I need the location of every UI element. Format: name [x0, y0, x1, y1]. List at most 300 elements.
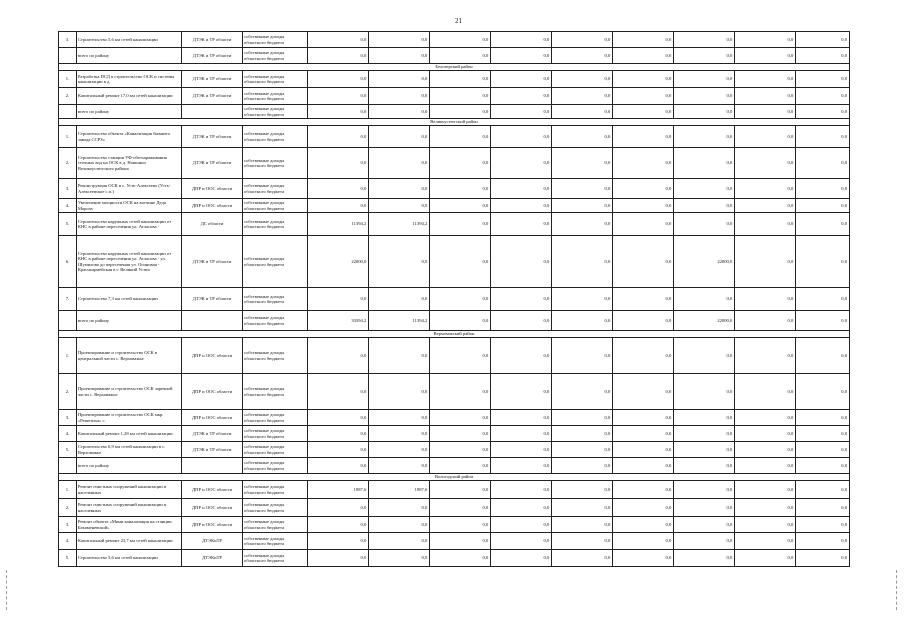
funding-source: собственные доходы областного бюджета: [243, 338, 308, 374]
funding-value: 0,0: [552, 410, 613, 426]
funding-value: 0,0: [369, 105, 430, 119]
row-index: 3.: [59, 32, 77, 48]
row-index: [59, 48, 77, 64]
measure-name: Капитальный ремонт 1,28 км сетей канализации: [76, 426, 181, 442]
funding-value: 0,0: [430, 533, 491, 550]
funding-value: 0,0: [674, 126, 735, 148]
funding-value: 0,0: [430, 32, 491, 48]
table-row: [59, 179, 850, 199]
table-row: [59, 236, 850, 288]
table-row: [59, 88, 850, 105]
funding-value: 0,0: [491, 410, 552, 426]
funding-value: 0,0: [552, 213, 613, 236]
funding-value: 0,0: [552, 32, 613, 48]
measure-name: Строительство 6,9 км сетей канализации в с. Верховажье: [76, 442, 181, 458]
row-index: 1.: [59, 481, 77, 499]
funding-value: 0,0: [430, 288, 491, 311]
row-index: 4.: [59, 426, 77, 442]
funding-value: 0,0: [491, 179, 552, 199]
funding-value: 0,0: [735, 179, 796, 199]
funding-value: 0,0: [735, 533, 796, 550]
funding-value: 0,0: [735, 458, 796, 474]
responsible-executor: ДТЭК и ТР области: [182, 71, 243, 88]
table-row: [59, 338, 850, 374]
row-index: [59, 458, 77, 474]
table-row: [59, 426, 850, 442]
section-header-row: [59, 331, 850, 338]
funding-value: 0,0: [796, 338, 850, 374]
measure-name: всего по району: [76, 48, 181, 64]
responsible-executor: ДТЭК и ТР области: [182, 236, 243, 288]
row-index: 1.: [59, 338, 77, 374]
funding-value: 0,0: [613, 426, 674, 442]
responsible-executor: ДТЭК и ТР области: [182, 88, 243, 105]
funding-source: собственные доходы областного бюджета: [243, 71, 308, 88]
funding-value: 0,0: [308, 410, 369, 426]
funding-value: 0,0: [491, 288, 552, 311]
responsible-executor: [182, 105, 243, 119]
funding-value: 0,0: [735, 517, 796, 533]
funding-value: 0,0: [430, 410, 491, 426]
funding-value: 0,0: [674, 550, 735, 567]
measure-name: Строительство 5,6 км сетей канализации: [76, 32, 181, 48]
funding-value: 0,0: [613, 199, 674, 213]
funding-value: 0,0: [674, 88, 735, 105]
funding-value: 0,0: [430, 442, 491, 458]
funding-value: 0,0: [735, 88, 796, 105]
funding-source: собственные доходы областного бюджета: [243, 48, 308, 64]
funding-value: 0,0: [735, 311, 796, 331]
scan-edge-mark: [6, 570, 9, 610]
responsible-executor: [182, 458, 243, 474]
funding-value: 0,0: [430, 517, 491, 533]
funding-value: 0,0: [491, 199, 552, 213]
table-row: [59, 71, 850, 88]
funding-value: 0,0: [369, 88, 430, 105]
funding-value: 0,0: [674, 442, 735, 458]
funding-value: 0,0: [308, 499, 369, 517]
funding-value: 0,0: [796, 148, 850, 179]
measure-name: Капитальный ремонт 23,7 км сетей канализации: [76, 533, 181, 550]
funding-value: 0,0: [674, 338, 735, 374]
funding-value: 0,0: [796, 442, 850, 458]
funding-value: 0,0: [796, 236, 850, 288]
row-index: 3.: [59, 179, 77, 199]
funding-value: 0,0: [796, 410, 850, 426]
district-name: Верховажский район: [59, 331, 850, 338]
row-index: 2.: [59, 88, 77, 105]
scan-edge-mark: [896, 570, 899, 610]
funding-value: 0,0: [491, 550, 552, 567]
funding-value: 0,0: [430, 105, 491, 119]
funding-value: 0,0: [308, 374, 369, 410]
funding-value: 0,0: [796, 71, 850, 88]
funding-value: 0,0: [735, 426, 796, 442]
funding-value: 0,0: [430, 126, 491, 148]
row-index: 5.: [59, 550, 77, 567]
funding-value: 0,0: [491, 499, 552, 517]
funding-value: 0,0: [552, 533, 613, 550]
funding-value: 0,0: [308, 288, 369, 311]
funding-source: собственные доходы областного бюджета: [243, 426, 308, 442]
funding-value: 0,0: [491, 88, 552, 105]
table-row: [59, 126, 850, 148]
funding-value: 0,0: [308, 126, 369, 148]
funding-value: 0,0: [308, 148, 369, 179]
measure-name: Ремонт объекта «Мини канализация на станции Бекаменевской»: [76, 517, 181, 533]
measure-name: Разработка ПСД в строительство ОСК и системы канализации в д.: [76, 71, 181, 88]
funding-value: 0,0: [552, 148, 613, 179]
funding-value: 0,0: [613, 213, 674, 236]
funding-source: собственные доходы областного бюджета: [243, 311, 308, 331]
measure-name: Строительство наружных сетей канализации от КНС в районе пересечения ул. Атласова - ул. Шумилова до пересечения ул. Осиновая - Красноармейская в г. Великий Устюг: [76, 236, 181, 288]
responsible-executor: ДПР и ООС области: [182, 481, 243, 499]
funding-value: 0,0: [613, 288, 674, 311]
funding-value: 0,0: [674, 105, 735, 119]
funding-value: 0,0: [369, 550, 430, 567]
funding-value: 0,0: [369, 442, 430, 458]
row-index: 1.: [59, 126, 77, 148]
funding-value: 0,0: [613, 105, 674, 119]
funding-value: 0,0: [674, 32, 735, 48]
funding-source: собственные доходы областного бюджета: [243, 458, 308, 474]
funding-value: 0,0: [552, 71, 613, 88]
funding-value: 0,0: [552, 88, 613, 105]
funding-value: 0,0: [674, 374, 735, 410]
funding-value: 0,0: [369, 148, 430, 179]
row-index: 4.: [59, 199, 77, 213]
row-index: [59, 105, 77, 119]
funding-source: собственные доходы областного бюджета: [243, 550, 308, 567]
funding-value: 0,0: [552, 236, 613, 288]
table-row: [59, 32, 850, 48]
funding-value: 0,0: [430, 499, 491, 517]
section-header-row: [59, 64, 850, 71]
funding-value: 0,0: [430, 48, 491, 64]
funding-value: 0,0: [735, 71, 796, 88]
funding-value: 0,0: [430, 199, 491, 213]
funding-value: 0,0: [491, 71, 552, 88]
funding-value: 0,0: [674, 48, 735, 64]
funding-value: 0,0: [796, 499, 850, 517]
measure-name: Строительство станции УФ-обеззараживания сточных вод на ОСК в д. Новшино Великоустюгского района: [76, 148, 181, 179]
funding-value: 0,0: [735, 374, 796, 410]
funding-value: 33394,2: [308, 311, 369, 331]
funding-value: 22000,0: [674, 236, 735, 288]
funding-value: 0,0: [735, 213, 796, 236]
table-row: [59, 105, 850, 119]
funding-source: собственные доходы областного бюджета: [243, 88, 308, 105]
funding-value: 0,0: [552, 442, 613, 458]
funding-value: 0,0: [552, 48, 613, 64]
funding-source: собственные доходы областного бюджета: [243, 288, 308, 311]
funding-value: 0,0: [491, 126, 552, 148]
table-row: [59, 442, 850, 458]
table-row: [59, 288, 850, 311]
funding-value: 0,0: [735, 338, 796, 374]
funding-value: 0,0: [369, 533, 430, 550]
funding-value: 0,0: [491, 426, 552, 442]
funding-value: 0,0: [674, 71, 735, 88]
funding-value: 1987,6: [308, 481, 369, 499]
funding-value: 0,0: [430, 88, 491, 105]
funding-value: 0,0: [735, 199, 796, 213]
funding-value: 0,0: [552, 426, 613, 442]
measure-name: Строительство наружных сетей канализации от КНС в районе пересечения ул. Атласова -: [76, 213, 181, 236]
funding-value: 0,0: [369, 338, 430, 374]
funding-value: 0,0: [491, 213, 552, 236]
funding-value: 0,0: [796, 517, 850, 533]
funding-source: собственные доходы областного бюджета: [243, 148, 308, 179]
section-header-row: [59, 119, 850, 126]
funding-value: 22000,0: [308, 236, 369, 288]
responsible-executor: ДПР и ООС области: [182, 199, 243, 213]
funding-value: 0,0: [674, 517, 735, 533]
responsible-executor: ДПР и ООС области: [182, 499, 243, 517]
table-row: [59, 517, 850, 533]
row-index: 4.: [59, 533, 77, 550]
funding-source: собственные доходы областного бюджета: [243, 213, 308, 236]
funding-value: 0,0: [369, 199, 430, 213]
table-row: [59, 374, 850, 410]
funding-value: 0,0: [308, 32, 369, 48]
funding-value: 0,0: [369, 71, 430, 88]
funding-value: 0,0: [613, 442, 674, 458]
row-index: 7.: [59, 288, 77, 311]
funding-value: 0,0: [674, 213, 735, 236]
funding-value: 0,0: [735, 126, 796, 148]
funding-value: 0,0: [796, 199, 850, 213]
measure-name: Строительство объекта «Канализация бывшего завода ССРЗ»: [76, 126, 181, 148]
funding-value: 0,0: [308, 550, 369, 567]
measure-name: Строительство 3,6 км сетей канализации: [76, 550, 181, 567]
funding-value: 0,0: [308, 88, 369, 105]
funding-value: 0,0: [491, 236, 552, 288]
funding-value: 0,0: [674, 288, 735, 311]
funding-value: 0,0: [308, 48, 369, 64]
funding-value: 0,0: [552, 179, 613, 199]
funding-value: 0,0: [369, 374, 430, 410]
funding-source: собственные доходы областного бюджета: [243, 374, 308, 410]
funding-value: 0,0: [674, 458, 735, 474]
measure-name: всего по району: [76, 311, 181, 331]
funding-value: 0,0: [308, 442, 369, 458]
section-header-row: [59, 474, 850, 481]
funding-value: 0,0: [613, 148, 674, 179]
measure-name: Проектирование и строительство ОСК в центральной части с. Верховажье: [76, 338, 181, 374]
funding-value: 0,0: [674, 481, 735, 499]
funding-value: 0,0: [735, 32, 796, 48]
funding-value: 0,0: [613, 338, 674, 374]
table-row: [59, 148, 850, 179]
funding-value: 0,0: [430, 179, 491, 199]
district-name: Вологодский район: [59, 474, 850, 481]
funding-value: 0,0: [491, 481, 552, 499]
funding-value: 0,0: [735, 48, 796, 64]
funding-value: 0,0: [430, 458, 491, 474]
funding-value: 0,0: [735, 550, 796, 567]
page-number: 21: [455, 17, 462, 25]
responsible-executor: [182, 311, 243, 331]
funding-value: 0,0: [674, 533, 735, 550]
funding-value: 0,0: [613, 410, 674, 426]
funding-source: собственные доходы областного бюджета: [243, 481, 308, 499]
funding-value: 0,0: [491, 338, 552, 374]
measure-name: Проектирование и строительство ОСК заречной части с. Верховажье: [76, 374, 181, 410]
table-row: [59, 410, 850, 426]
funding-source: собственные доходы областного бюджета: [243, 533, 308, 550]
funding-source: собственные доходы областного бюджета: [243, 32, 308, 48]
measure-name: Проектирование и строительство ОСК мкр. «Решетиха» с.: [76, 410, 181, 426]
table-row: [59, 533, 850, 550]
funding-value: 0,0: [613, 126, 674, 148]
funding-value: 22000,0: [674, 311, 735, 331]
responsible-executor: ДТЭК и ТР области: [182, 148, 243, 179]
responsible-executor: ДС области: [182, 213, 243, 236]
funding-value: 0,0: [430, 148, 491, 179]
measure-name: Реконструкция ОСК в с. Усть-Алексеево (Усть-Алексеевское с.п.): [76, 179, 181, 199]
funding-value: 0,0: [613, 311, 674, 331]
funding-value: 0,0: [552, 105, 613, 119]
funding-source: собственные доходы областного бюджета: [243, 179, 308, 199]
program-funding-table: [58, 31, 850, 567]
funding-value: 0,0: [491, 517, 552, 533]
funding-value: 0,0: [735, 105, 796, 119]
responsible-executor: ДТЭК и ТР области: [182, 126, 243, 148]
funding-value: 0,0: [613, 48, 674, 64]
funding-value: 0,0: [613, 481, 674, 499]
funding-value: 0,0: [796, 426, 850, 442]
funding-value: 0,0: [491, 458, 552, 474]
funding-value: 0,0: [491, 533, 552, 550]
funding-value: 0,0: [552, 311, 613, 331]
row-index: [59, 311, 77, 331]
funding-value: 11394,2: [369, 311, 430, 331]
funding-value: 0,0: [430, 71, 491, 88]
row-index: 6.: [59, 236, 77, 288]
funding-value: 0,0: [308, 338, 369, 374]
funding-value: 0,0: [552, 499, 613, 517]
row-index: 3.: [59, 517, 77, 533]
funding-value: 0,0: [308, 533, 369, 550]
table-row: [59, 311, 850, 331]
funding-value: 0,0: [308, 105, 369, 119]
funding-source: собственные доходы областного бюджета: [243, 199, 308, 213]
funding-value: 0,0: [552, 288, 613, 311]
funding-value: 0,0: [674, 499, 735, 517]
responsible-executor: ДТЭК и ТР области: [182, 48, 243, 64]
funding-value: 0,0: [491, 48, 552, 64]
row-index: 5.: [59, 442, 77, 458]
table-row: [59, 213, 850, 236]
funding-value: 0,0: [430, 338, 491, 374]
funding-value: 0,0: [491, 32, 552, 48]
funding-value: 0,0: [552, 199, 613, 213]
funding-value: 0,0: [308, 517, 369, 533]
funding-value: 0,0: [674, 426, 735, 442]
responsible-executor: ДПР и ООС области: [182, 517, 243, 533]
funding-value: 0,0: [369, 236, 430, 288]
funding-value: 0,0: [796, 126, 850, 148]
funding-value: 0,0: [796, 179, 850, 199]
funding-value: 0,0: [308, 179, 369, 199]
funding-value: 0,0: [613, 179, 674, 199]
measure-name: Ремонт очистных сооружений канализации в населенных: [76, 481, 181, 499]
funding-value: 0,0: [430, 213, 491, 236]
funding-value: 0,0: [430, 236, 491, 288]
row-index: 3.: [59, 410, 77, 426]
funding-value: 0,0: [369, 410, 430, 426]
funding-value: 0,0: [735, 236, 796, 288]
responsible-executor: ДТЭК и ТР области: [182, 32, 243, 48]
funding-value: 0,0: [552, 374, 613, 410]
funding-value: 0,0: [613, 236, 674, 288]
table-row: [59, 499, 850, 517]
funding-value: 0,0: [369, 426, 430, 442]
funding-value: 0,0: [613, 517, 674, 533]
funding-value: 0,0: [430, 481, 491, 499]
funding-value: 0,0: [552, 458, 613, 474]
responsible-executor: ДПР и ООС области: [182, 374, 243, 410]
measure-name: Строительство 7,3 км сетей канализации: [76, 288, 181, 311]
measure-name: всего по району: [76, 105, 181, 119]
funding-value: 1987,6: [369, 481, 430, 499]
funding-value: 11394,2: [369, 213, 430, 236]
funding-value: 0,0: [796, 288, 850, 311]
measure-name: Ремонт очистных сооружений канализации в населенных: [76, 499, 181, 517]
funding-value: 0,0: [369, 288, 430, 311]
funding-value: 0,0: [369, 499, 430, 517]
funding-source: собственные доходы областного бюджета: [243, 499, 308, 517]
measure-name: Капитальный ремонт 17,0 км сетей канализации: [76, 88, 181, 105]
funding-value: 0,0: [552, 517, 613, 533]
funding-source: собственные доходы областного бюджета: [243, 236, 308, 288]
funding-value: 0,0: [735, 288, 796, 311]
row-index: 2.: [59, 499, 77, 517]
funding-value: 0,0: [796, 481, 850, 499]
district-name: Великоустюгский район: [59, 119, 850, 126]
funding-value: 0,0: [430, 426, 491, 442]
funding-value: 11394,2: [308, 213, 369, 236]
funding-value: 0,0: [613, 499, 674, 517]
table-row: [59, 458, 850, 474]
funding-value: 0,0: [613, 533, 674, 550]
funding-value: 0,0: [491, 374, 552, 410]
table-row: [59, 550, 850, 567]
funding-value: 0,0: [796, 213, 850, 236]
row-index: 1.: [59, 71, 77, 88]
funding-value: 0,0: [369, 48, 430, 64]
funding-value: 0,0: [308, 71, 369, 88]
responsible-executor: ДПР и ООС области: [182, 179, 243, 199]
funding-value: 0,0: [796, 311, 850, 331]
row-index: 2.: [59, 148, 77, 179]
table-row: [59, 481, 850, 499]
funding-value: 0,0: [552, 481, 613, 499]
table-row: [59, 199, 850, 213]
funding-value: 0,0: [613, 550, 674, 567]
funding-value: 0,0: [796, 533, 850, 550]
funding-value: 0,0: [735, 499, 796, 517]
funding-value: 0,0: [308, 426, 369, 442]
responsible-executor: ДПР и ООС области: [182, 338, 243, 374]
row-index: 2.: [59, 374, 77, 410]
funding-value: 0,0: [796, 550, 850, 567]
funding-value: 0,0: [674, 148, 735, 179]
funding-value: 0,0: [674, 179, 735, 199]
row-index: 5.: [59, 213, 77, 236]
funding-value: 0,0: [430, 550, 491, 567]
